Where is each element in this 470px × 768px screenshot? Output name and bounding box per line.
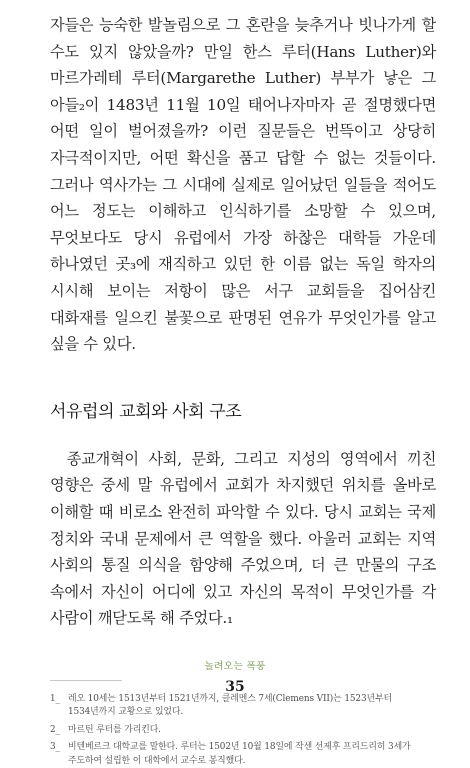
running-title: 놀려오는 폭풍 [204,661,266,672]
footnote-3-text: 비텐베르크 대학교를 말한다. 루터는 1502년 10월 18일에 작센 선제후 프리드리히 3세가 주도하여 설립한 이 대학에서 교수로 봉직했다. [68,742,411,766]
footnote-2-text: 마르틴 루터를 가리킨다. [68,724,161,735]
footnote-3-mark: 3_ [50,742,60,753]
section-heading: 서유럽의 교회와 사회 구조 [50,401,242,422]
footnote-1 [50,693,436,720]
footnote-1-text: 레오 10세는 1513년부터 1521년까지, 클레멘스 7세(Clemens VII)는 1523년부터 1534년까지 교황으로 있었다. [68,693,392,718]
footnote-1-mark: 1_ [50,693,60,704]
footnotes [50,693,436,768]
body-paragraph-1: 자들은 능숙한 발놀림으로 그 혼란을 늦추거나 빗나가게 할 수도 있지 않았을까? 만일 한스 루터(Hans Luther)와 마르가레테 루터(Margarethe Luther) 부부가 낳은 그 아들₂이 1483년 11월 10일 태어나자마자 곧 절명했다면 어떤 일이 벌어졌을까? 이런 질문들은 번뜩이고 상당히 자극적이지만, 어떤 확신을 품고 답할 수 없는 것들이다. 그러나 역사가는 그 시대에 실제로 일어났던 일들을 적어도 어느 정도는 이해하고 인식하기를 소망할 수 있으며, 무엇보다도 당시 유럽에서 가장 하찮은 대학들 가운데 하나였던 곳₃에 재직하고 있던 한 이름 없는 독일 학자의 시시해 보이는 저항이 많은 서구 교회들을 집어삼킨 대화재를 일으킨 불꽃으로 판명된 연유가 무엇인가를 알고 싶을 수 있다. [50,16,436,354]
footnote-2-mark: 2_ [50,724,60,735]
footnote-2 [50,724,436,738]
footnote-3 [50,741,436,768]
body-paragraph-2: 종교개혁이 사회, 문화, 그리고 지성의 영역에서 끼친 영향은 중세 말 유럽에서 교회가 차지했던 위치를 올바로 이해할 때 비로소 완전히 파악할 수 있다. 당시 교회는 국제 정치와 국내 문제에서 큰 역할을 했다. 아울러 교회는 지역 사회의 통질 의식을 함양해 주었으며, 더 큰 만물의 구조 속에서 자신이 어디에 있고 자신의 목적이 무엇인가를 각 사람이 깨닫도록 해 주었다.₁ [50,449,436,628]
page-number: 35 [225,679,245,695]
